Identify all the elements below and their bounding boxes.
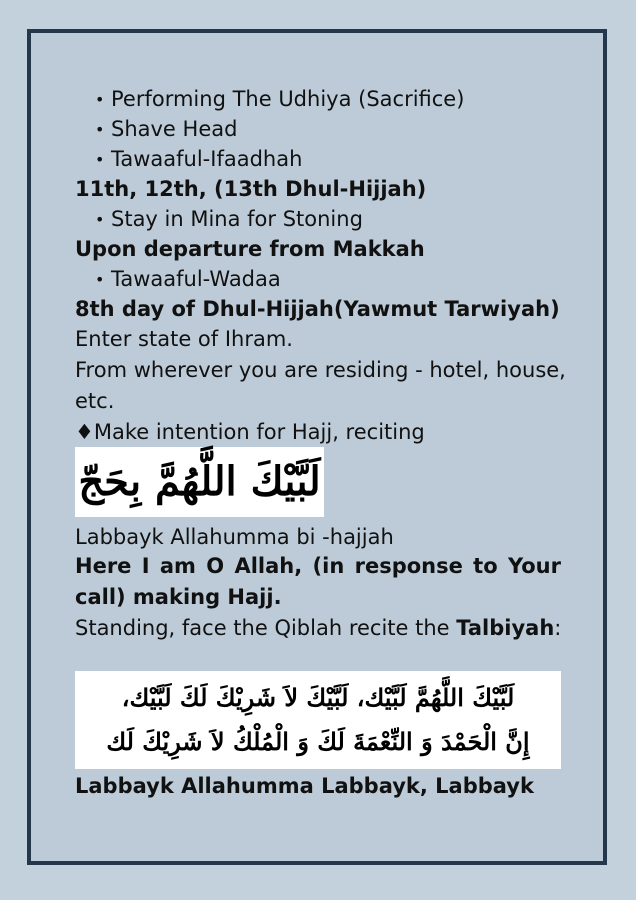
residing-text: From wherever you are residing - hotel, house, <box>75 358 566 382</box>
meaning-text-cont: call) making Hajj. <box>75 585 282 609</box>
arabic-talbiyah-line-2: إِنَّ الْحَمْدَ وَ النِّعْمَةَ لَكَ وَ الْمُلْكُ لاَ شَرِيْكَ لَك <box>106 727 530 756</box>
transliteration-intention: Labbayk Allahumma bi -hajjah <box>75 525 394 549</box>
list-item <box>95 84 464 115</box>
list-item <box>95 204 363 235</box>
list-item-text: Stay in Mina for Stoning <box>111 207 363 231</box>
list-item <box>95 144 302 175</box>
section-heading-departure: Upon departure from Makkah <box>75 237 425 261</box>
arabic-talbiyah-line-1: لَبَّيْكَ اللَّهُمَّ لَبَّيْك، لَبَّيْكَ لاَ شَرِيْكَ لَكَ لَبَّيْك، <box>121 683 515 712</box>
ihram-text: Enter state of Ihram. <box>75 327 293 351</box>
transliteration-talbiyah: Labbayk Allahumma Labbayk, Labbayk <box>75 774 534 798</box>
list-item-text: Tawaaful-Ifaadhah <box>111 147 303 171</box>
talbiyah-instruction <box>75 613 561 643</box>
list-item-text: Shave Head <box>111 117 238 141</box>
list-item <box>95 264 281 295</box>
arabic-talbiyah-box <box>75 671 561 769</box>
bullet-icon: • <box>95 210 105 229</box>
talbiyah-word: Talbiyah <box>456 616 555 640</box>
arabic-intention-box <box>75 447 324 517</box>
intention-text: ♦Make intention for Hajj, reciting <box>75 420 425 444</box>
list-item <box>95 114 237 145</box>
talbiyah-prefix: Standing, face the Qiblah recite the <box>75 616 457 640</box>
residing-text-cont: etc. <box>75 389 115 413</box>
meaning-text: Here I am O Allah, (in response to Your <box>75 554 561 578</box>
bullet-icon: • <box>95 120 105 139</box>
section-heading-11th: 11th, 12th, (13th Dhul-Hijjah) <box>75 177 427 201</box>
section-heading-8th: 8th day of Dhul-Hijjah(Yawmut Tarwiyah) <box>75 297 560 321</box>
arabic-intention-text: لَبَّيْكَ اللَّهُمَّ بِحَجّ <box>78 458 321 505</box>
list-item-text: Tawaaful-Wadaa <box>111 267 281 291</box>
bullet-icon: • <box>95 270 105 289</box>
bullet-icon: • <box>95 90 105 109</box>
list-item-text: Performing The Udhiya (Sacrifice) <box>111 87 465 111</box>
bullet-icon: • <box>95 150 105 169</box>
talbiyah-suffix: : <box>554 616 562 640</box>
